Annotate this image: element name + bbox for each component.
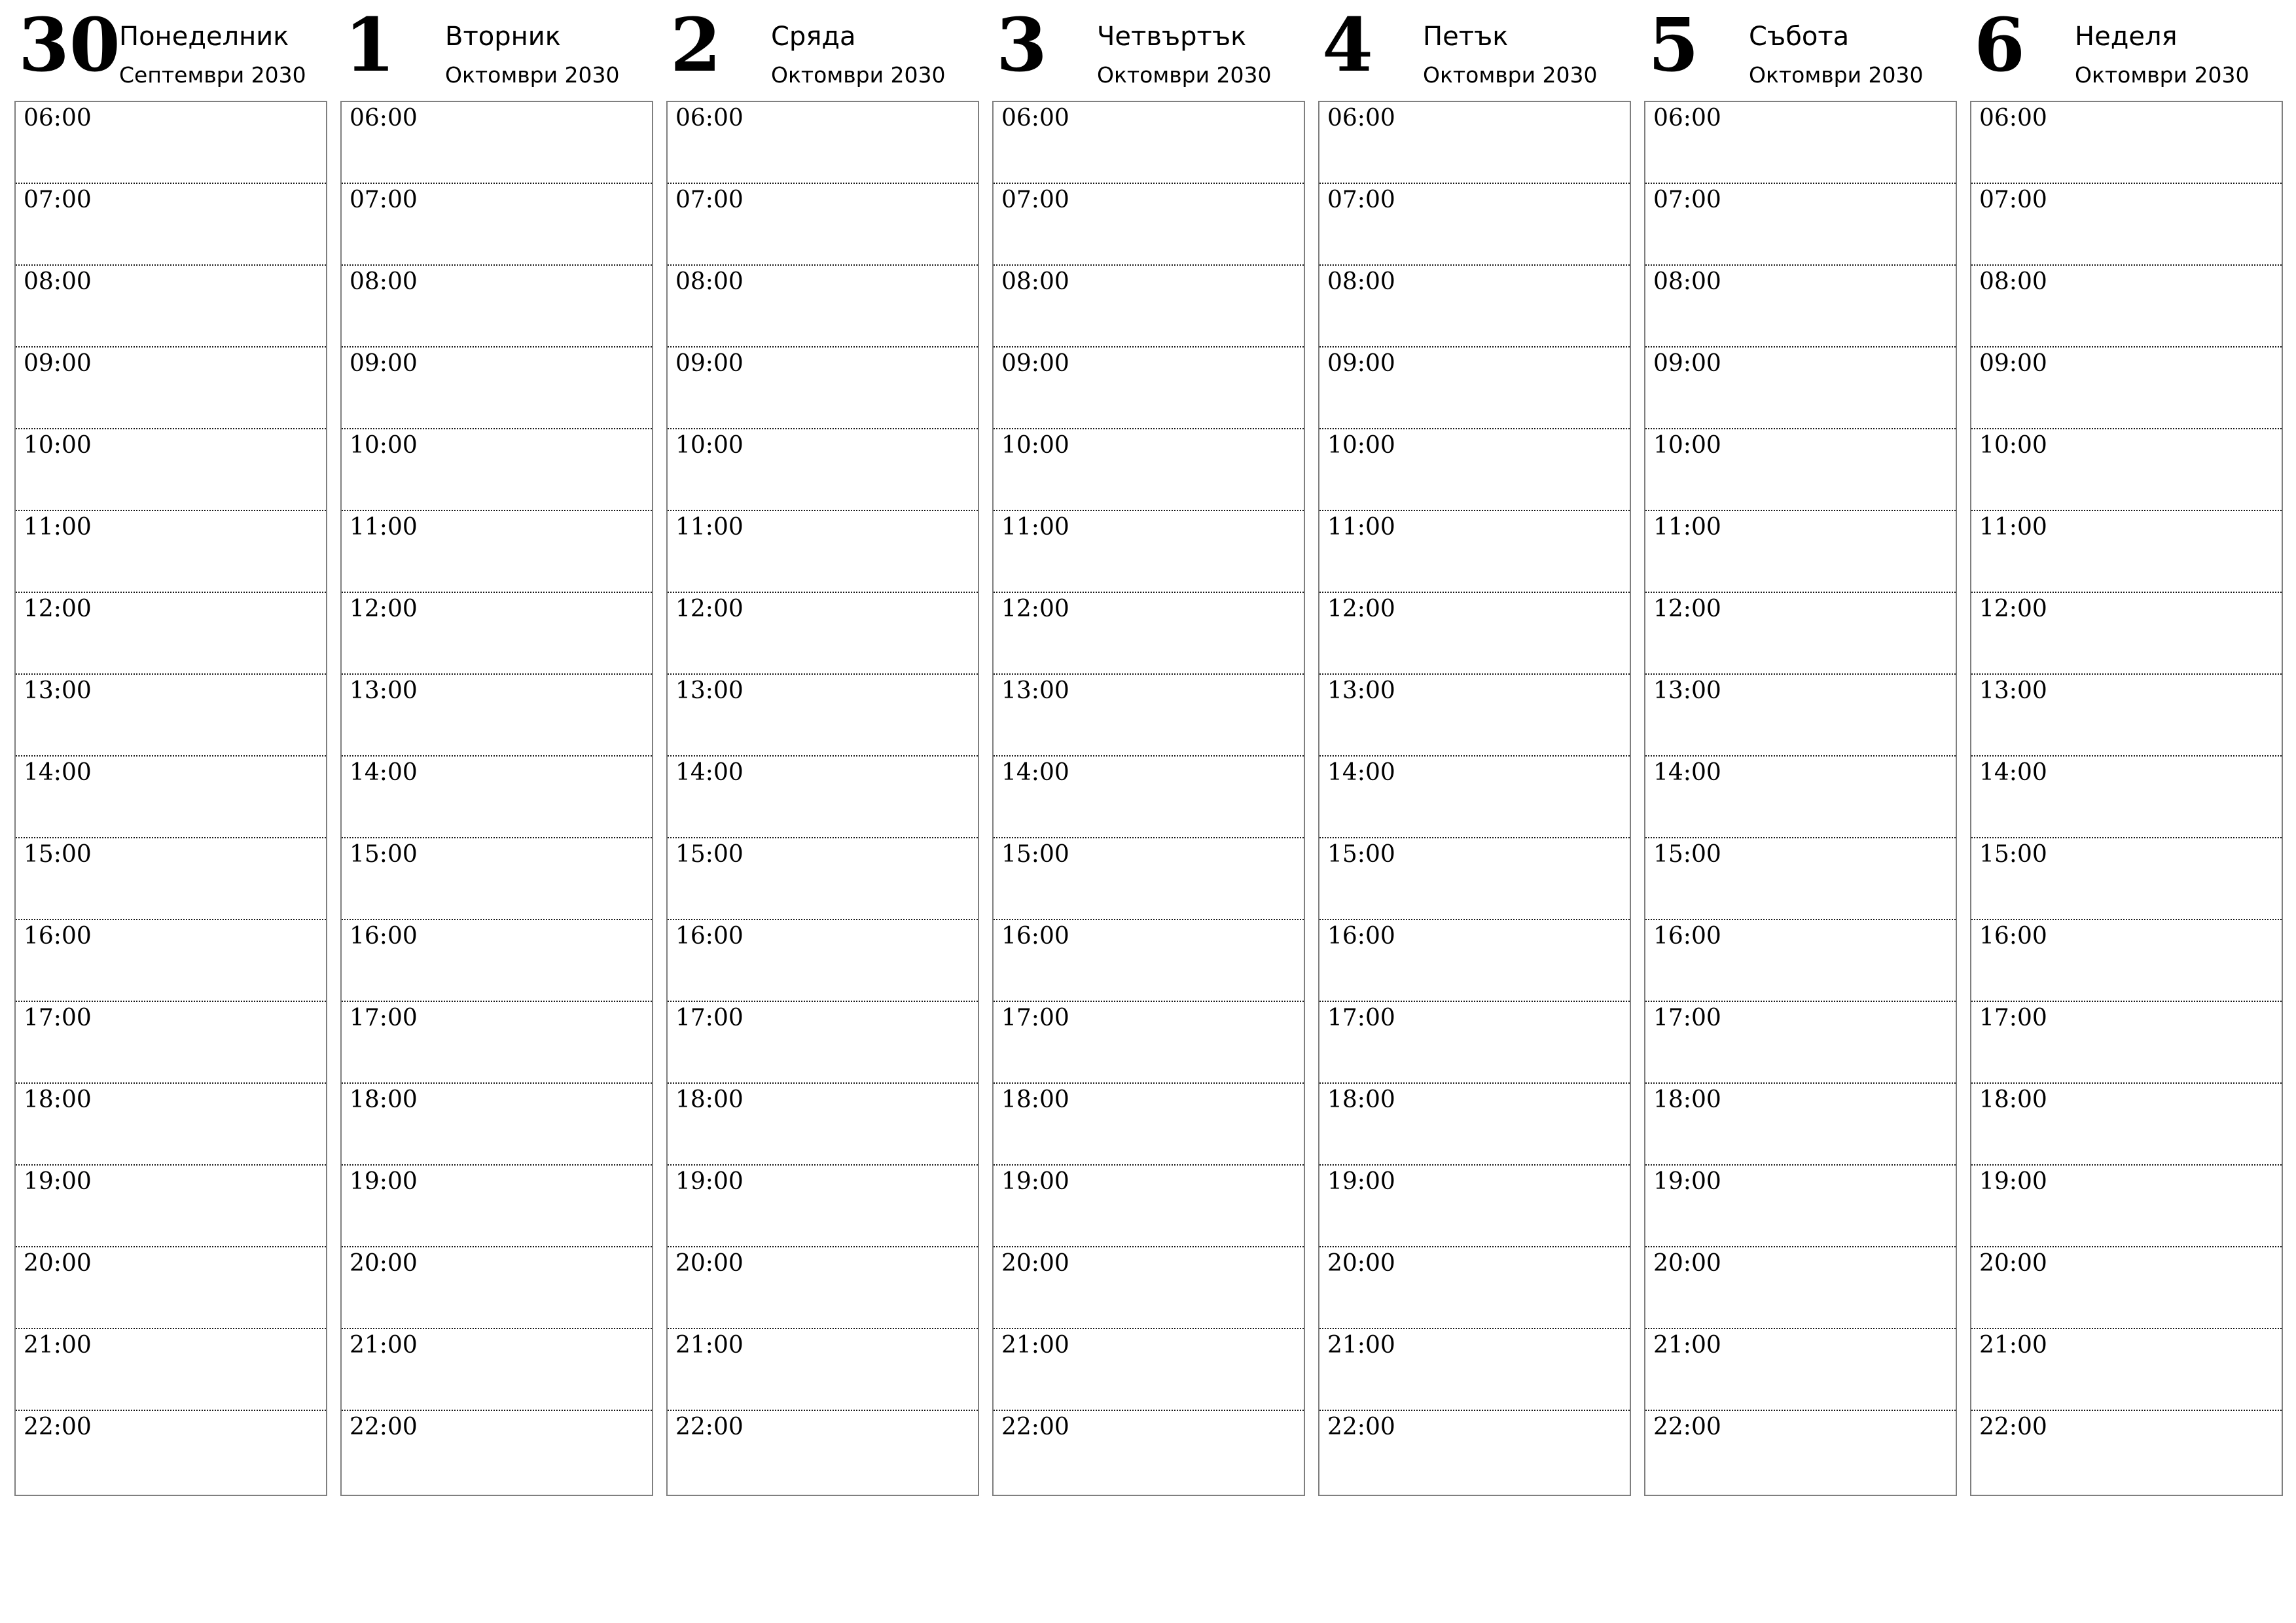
- day-name: Вторник: [445, 22, 561, 52]
- hour-slot: [1971, 675, 2282, 757]
- hour-slot: [16, 675, 326, 757]
- hour-label: 20:00: [1979, 1250, 2047, 1277]
- hour-slot: [342, 1166, 652, 1247]
- hour-slot: [1971, 429, 2282, 511]
- hour-slot: [342, 1084, 652, 1166]
- day-header: [1644, 0, 1957, 98]
- hour-label: 19:00: [350, 1168, 418, 1195]
- hour-slot: [1645, 1084, 1956, 1166]
- hour-label: 11:00: [1327, 514, 1395, 541]
- hour-label: 11:00: [675, 514, 744, 541]
- hour-label: 10:00: [1979, 432, 2047, 459]
- day-month: Октомври 2030: [1097, 62, 1272, 88]
- day-number: 6: [1974, 3, 2025, 88]
- hour-slot: [342, 1002, 652, 1084]
- day-schedule-box: [1318, 101, 1631, 1496]
- hour-label: 22:00: [1327, 1414, 1395, 1440]
- hour-slot: [1645, 102, 1956, 184]
- hour-label: 19:00: [1979, 1168, 2047, 1195]
- hour-label: 07:00: [1979, 187, 2047, 213]
- hour-label: 12:00: [675, 596, 744, 622]
- hour-slot: [994, 675, 1304, 757]
- hour-slot: [994, 511, 1304, 593]
- hour-slot: [1645, 511, 1956, 593]
- day-month: Октомври 2030: [2075, 62, 2250, 88]
- hour-label: 12:00: [1979, 596, 2047, 622]
- hour-label: 16:00: [675, 923, 744, 950]
- day-name: Сряда: [771, 22, 856, 52]
- day-number: 1: [344, 3, 395, 88]
- hour-label: 10:00: [1653, 432, 1721, 459]
- hour-slot: [668, 348, 978, 429]
- hour-slot: [668, 1247, 978, 1329]
- hour-slot: [16, 1247, 326, 1329]
- hour-slot: [342, 348, 652, 429]
- hour-slot: [342, 675, 652, 757]
- hour-slot: [16, 593, 326, 675]
- hour-slot: [994, 1084, 1304, 1166]
- hour-slot: [1319, 593, 1630, 675]
- hour-slot: [16, 348, 326, 429]
- hour-slot: [994, 920, 1304, 1002]
- hour-label: 14:00: [1979, 759, 2047, 786]
- hour-slot: [1319, 511, 1630, 593]
- day-month: Октомври 2030: [771, 62, 946, 88]
- hour-slot: [1971, 348, 2282, 429]
- hour-label: 15:00: [1327, 841, 1395, 868]
- hour-label: 21:00: [675, 1332, 744, 1359]
- hour-label: 08:00: [675, 268, 744, 295]
- hour-slot: [342, 757, 652, 838]
- hour-label: 22:00: [1979, 1414, 2047, 1440]
- hour-label: 14:00: [1653, 759, 1721, 786]
- hour-slot: [16, 429, 326, 511]
- hour-slot: [16, 1411, 326, 1493]
- hour-slot: [16, 102, 326, 184]
- day-number: 2: [670, 3, 721, 88]
- hour-label: 21:00: [24, 1332, 92, 1359]
- hour-slot: [342, 102, 652, 184]
- day-month: Октомври 2030: [445, 62, 620, 88]
- hour-slot: [1319, 675, 1630, 757]
- hour-label: 09:00: [1653, 350, 1721, 377]
- hour-label: 13:00: [24, 677, 92, 704]
- hour-label: 17:00: [675, 1005, 744, 1031]
- hour-label: 13:00: [675, 677, 744, 704]
- hour-label: 12:00: [350, 596, 418, 622]
- hour-label: 18:00: [350, 1086, 418, 1113]
- hour-slot: [1319, 1084, 1630, 1166]
- hour-slot: [1319, 102, 1630, 184]
- hour-label: 12:00: [1001, 596, 1069, 622]
- hour-slot: [668, 1329, 978, 1411]
- day-header: [14, 0, 327, 98]
- hour-label: 20:00: [1327, 1250, 1395, 1277]
- hour-label: 09:00: [1979, 350, 2047, 377]
- hour-slot: [342, 593, 652, 675]
- hour-slot: [668, 920, 978, 1002]
- hour-label: 06:00: [675, 105, 744, 132]
- hour-label: 22:00: [675, 1414, 744, 1440]
- hour-label: 17:00: [1327, 1005, 1395, 1031]
- hour-slot: [994, 1166, 1304, 1247]
- day-header: [1318, 0, 1631, 98]
- hour-label: 15:00: [24, 841, 92, 868]
- hour-label: 16:00: [1001, 923, 1069, 950]
- hour-label: 06:00: [1653, 105, 1721, 132]
- hour-slot: [1971, 1084, 2282, 1166]
- hour-label: 19:00: [1001, 1168, 1069, 1195]
- hour-label: 15:00: [350, 841, 418, 868]
- hour-label: 08:00: [1653, 268, 1721, 295]
- hour-label: 18:00: [1979, 1086, 2047, 1113]
- hour-slot: [668, 1411, 978, 1493]
- hour-slot: [668, 838, 978, 920]
- hour-slot: [1971, 920, 2282, 1002]
- hour-label: 13:00: [1653, 677, 1721, 704]
- hour-slot: [994, 593, 1304, 675]
- hour-label: 12:00: [24, 596, 92, 622]
- day-name: Четвъртък: [1097, 22, 1247, 52]
- hour-slot: [1319, 1002, 1630, 1084]
- hour-label: 09:00: [1001, 350, 1069, 377]
- hour-label: 08:00: [1327, 268, 1395, 295]
- hour-slot: [16, 184, 326, 266]
- hour-slot: [994, 1002, 1304, 1084]
- hour-slot: [1645, 675, 1956, 757]
- hour-label: 19:00: [1327, 1168, 1395, 1195]
- hour-label: 13:00: [1979, 677, 2047, 704]
- hour-label: 22:00: [350, 1414, 418, 1440]
- hour-label: 07:00: [24, 187, 92, 213]
- hour-slot: [994, 1247, 1304, 1329]
- hour-slot: [994, 348, 1304, 429]
- hour-label: 19:00: [24, 1168, 92, 1195]
- hour-slot: [668, 102, 978, 184]
- hour-label: 07:00: [1001, 187, 1069, 213]
- day-month: Октомври 2030: [1749, 62, 1924, 88]
- hour-slot: [1319, 348, 1630, 429]
- hour-label: 10:00: [350, 432, 418, 459]
- hour-slot: [1971, 511, 2282, 593]
- hour-slot: [1319, 1166, 1630, 1247]
- hour-label: 17:00: [1653, 1005, 1721, 1031]
- hour-label: 22:00: [1653, 1414, 1721, 1440]
- hour-label: 06:00: [24, 105, 92, 132]
- hour-slot: [1645, 1329, 1956, 1411]
- hour-label: 15:00: [1653, 841, 1721, 868]
- hour-slot: [1645, 838, 1956, 920]
- hour-slot: [1645, 1247, 1956, 1329]
- hour-slot: [1645, 348, 1956, 429]
- hour-slot: [1319, 1247, 1630, 1329]
- hour-label: 21:00: [350, 1332, 418, 1359]
- day-header: [666, 0, 979, 98]
- hour-label: 10:00: [1001, 432, 1069, 459]
- hour-label: 21:00: [1327, 1332, 1395, 1359]
- hour-label: 12:00: [1653, 596, 1721, 622]
- hour-slot: [1971, 838, 2282, 920]
- hour-label: 15:00: [1001, 841, 1069, 868]
- hour-label: 11:00: [1653, 514, 1721, 541]
- hour-slot: [16, 1002, 326, 1084]
- day-name: Понеделник: [119, 22, 289, 52]
- day-month: Октомври 2030: [1423, 62, 1598, 88]
- hour-slot: [668, 266, 978, 348]
- hour-slot: [668, 511, 978, 593]
- day-month: Септември 2030: [119, 62, 306, 88]
- hour-slot: [1645, 1002, 1956, 1084]
- hour-label: 06:00: [1001, 105, 1069, 132]
- hour-label: 17:00: [1979, 1005, 2047, 1031]
- hour-label: 07:00: [675, 187, 744, 213]
- hour-slot: [342, 1329, 652, 1411]
- hour-slot: [1645, 593, 1956, 675]
- hour-label: 14:00: [24, 759, 92, 786]
- day-number: 30: [18, 3, 120, 88]
- hour-label: 10:00: [675, 432, 744, 459]
- hour-label: 08:00: [1979, 268, 2047, 295]
- hour-slot: [668, 757, 978, 838]
- hour-label: 17:00: [24, 1005, 92, 1031]
- hour-slot: [1319, 838, 1630, 920]
- hour-slot: [1645, 429, 1956, 511]
- hour-label: 18:00: [675, 1086, 744, 1113]
- hour-label: 20:00: [350, 1250, 418, 1277]
- hour-slot: [342, 1411, 652, 1493]
- hour-label: 10:00: [24, 432, 92, 459]
- hour-label: 09:00: [24, 350, 92, 377]
- hour-label: 21:00: [1979, 1332, 2047, 1359]
- hour-label: 18:00: [1653, 1086, 1721, 1113]
- hour-slot: [16, 920, 326, 1002]
- hour-label: 21:00: [1001, 1332, 1069, 1359]
- hour-label: 18:00: [1001, 1086, 1069, 1113]
- hour-label: 19:00: [675, 1168, 744, 1195]
- hour-slot: [668, 593, 978, 675]
- hour-label: 15:00: [675, 841, 744, 868]
- hour-label: 09:00: [675, 350, 744, 377]
- day-schedule-box: [1644, 101, 1957, 1496]
- hour-slot: [1645, 757, 1956, 838]
- hour-slot: [1971, 757, 2282, 838]
- hour-slot: [1319, 184, 1630, 266]
- hour-label: 06:00: [1979, 105, 2047, 132]
- hour-slot: [994, 429, 1304, 511]
- hour-label: 08:00: [350, 268, 418, 295]
- day-number: 3: [996, 3, 1047, 88]
- day-schedule-box: [666, 101, 979, 1496]
- hour-slot: [994, 838, 1304, 920]
- hour-slot: [1971, 266, 2282, 348]
- day-schedule-box: [1970, 101, 2283, 1496]
- hour-label: 08:00: [24, 268, 92, 295]
- hour-label: 11:00: [350, 514, 418, 541]
- hour-label: 20:00: [24, 1250, 92, 1277]
- hour-slot: [1319, 266, 1630, 348]
- hour-slot: [994, 184, 1304, 266]
- day-schedule-box: [14, 101, 327, 1496]
- hour-label: 12:00: [1327, 596, 1395, 622]
- hour-label: 22:00: [24, 1414, 92, 1440]
- hour-slot: [16, 1084, 326, 1166]
- hour-label: 06:00: [350, 105, 418, 132]
- hour-label: 11:00: [24, 514, 92, 541]
- hour-label: 16:00: [1327, 923, 1395, 950]
- hour-label: 16:00: [1979, 923, 2047, 950]
- hour-label: 14:00: [1327, 759, 1395, 786]
- hour-label: 17:00: [350, 1005, 418, 1031]
- hour-label: 13:00: [350, 677, 418, 704]
- hour-slot: [1645, 1411, 1956, 1493]
- day-name: Петък: [1423, 22, 1509, 52]
- hour-slot: [16, 1166, 326, 1247]
- hour-label: 16:00: [1653, 923, 1721, 950]
- hour-label: 22:00: [1001, 1414, 1069, 1440]
- hour-slot: [16, 266, 326, 348]
- hour-label: 20:00: [1001, 1250, 1069, 1277]
- day-name: Неделя: [2075, 22, 2178, 52]
- hour-label: 18:00: [1327, 1086, 1395, 1113]
- hour-label: 17:00: [1001, 1005, 1069, 1031]
- hour-slot: [1645, 1166, 1956, 1247]
- hour-label: 08:00: [1001, 268, 1069, 295]
- hour-label: 16:00: [350, 923, 418, 950]
- day-header: [992, 0, 1305, 98]
- hour-slot: [1645, 920, 1956, 1002]
- hour-slot: [1971, 102, 2282, 184]
- hour-slot: [1971, 1166, 2282, 1247]
- day-number: 5: [1648, 3, 1699, 88]
- day-header: [340, 0, 653, 98]
- hour-slot: [16, 757, 326, 838]
- hour-slot: [342, 184, 652, 266]
- hour-slot: [1645, 266, 1956, 348]
- hour-label: 09:00: [1327, 350, 1395, 377]
- hour-slot: [1319, 757, 1630, 838]
- hour-label: 21:00: [1653, 1332, 1721, 1359]
- hour-slot: [1319, 920, 1630, 1002]
- hour-label: 07:00: [1327, 187, 1395, 213]
- hour-label: 06:00: [1327, 105, 1395, 132]
- hour-label: 07:00: [350, 187, 418, 213]
- hour-label: 07:00: [1653, 187, 1721, 213]
- hour-slot: [1971, 593, 2282, 675]
- hour-label: 19:00: [1653, 1168, 1721, 1195]
- hour-label: 14:00: [675, 759, 744, 786]
- hour-slot: [342, 1247, 652, 1329]
- hour-label: 13:00: [1327, 677, 1395, 704]
- hour-slot: [16, 511, 326, 593]
- hour-slot: [342, 838, 652, 920]
- hour-slot: [994, 266, 1304, 348]
- hour-label: 14:00: [1001, 759, 1069, 786]
- hour-label: 10:00: [1327, 432, 1395, 459]
- hour-slot: [1971, 1002, 2282, 1084]
- day-schedule-box: [992, 101, 1305, 1496]
- hour-slot: [668, 1166, 978, 1247]
- hour-label: 13:00: [1001, 677, 1069, 704]
- hour-slot: [994, 1329, 1304, 1411]
- hour-slot: [668, 184, 978, 266]
- hour-slot: [1645, 184, 1956, 266]
- hour-slot: [16, 838, 326, 920]
- hour-label: 09:00: [350, 350, 418, 377]
- day-name: Събота: [1749, 22, 1850, 52]
- hour-label: 11:00: [1001, 514, 1069, 541]
- hour-slot: [1971, 1411, 2282, 1493]
- hour-label: 20:00: [1653, 1250, 1721, 1277]
- hour-slot: [668, 1084, 978, 1166]
- hour-slot: [668, 675, 978, 757]
- hour-slot: [1971, 1247, 2282, 1329]
- hour-slot: [668, 429, 978, 511]
- hour-slot: [1971, 1329, 2282, 1411]
- hour-label: 11:00: [1979, 514, 2047, 541]
- hour-slot: [1319, 1329, 1630, 1411]
- hour-label: 20:00: [675, 1250, 744, 1277]
- hour-label: 14:00: [350, 759, 418, 786]
- hour-slot: [342, 266, 652, 348]
- hour-slot: [1971, 184, 2282, 266]
- hour-label: 18:00: [24, 1086, 92, 1113]
- day-number: 4: [1322, 3, 1373, 88]
- hour-slot: [994, 757, 1304, 838]
- day-header: [1970, 0, 2283, 98]
- hour-label: 15:00: [1979, 841, 2047, 868]
- hour-slot: [342, 511, 652, 593]
- hour-slot: [668, 1002, 978, 1084]
- hour-label: 16:00: [24, 923, 92, 950]
- hour-slot: [342, 429, 652, 511]
- hour-slot: [342, 920, 652, 1002]
- day-schedule-box: [340, 101, 653, 1496]
- hour-slot: [994, 1411, 1304, 1493]
- hour-slot: [16, 1329, 326, 1411]
- hour-slot: [1319, 429, 1630, 511]
- hour-slot: [1319, 1411, 1630, 1493]
- hour-slot: [994, 102, 1304, 184]
